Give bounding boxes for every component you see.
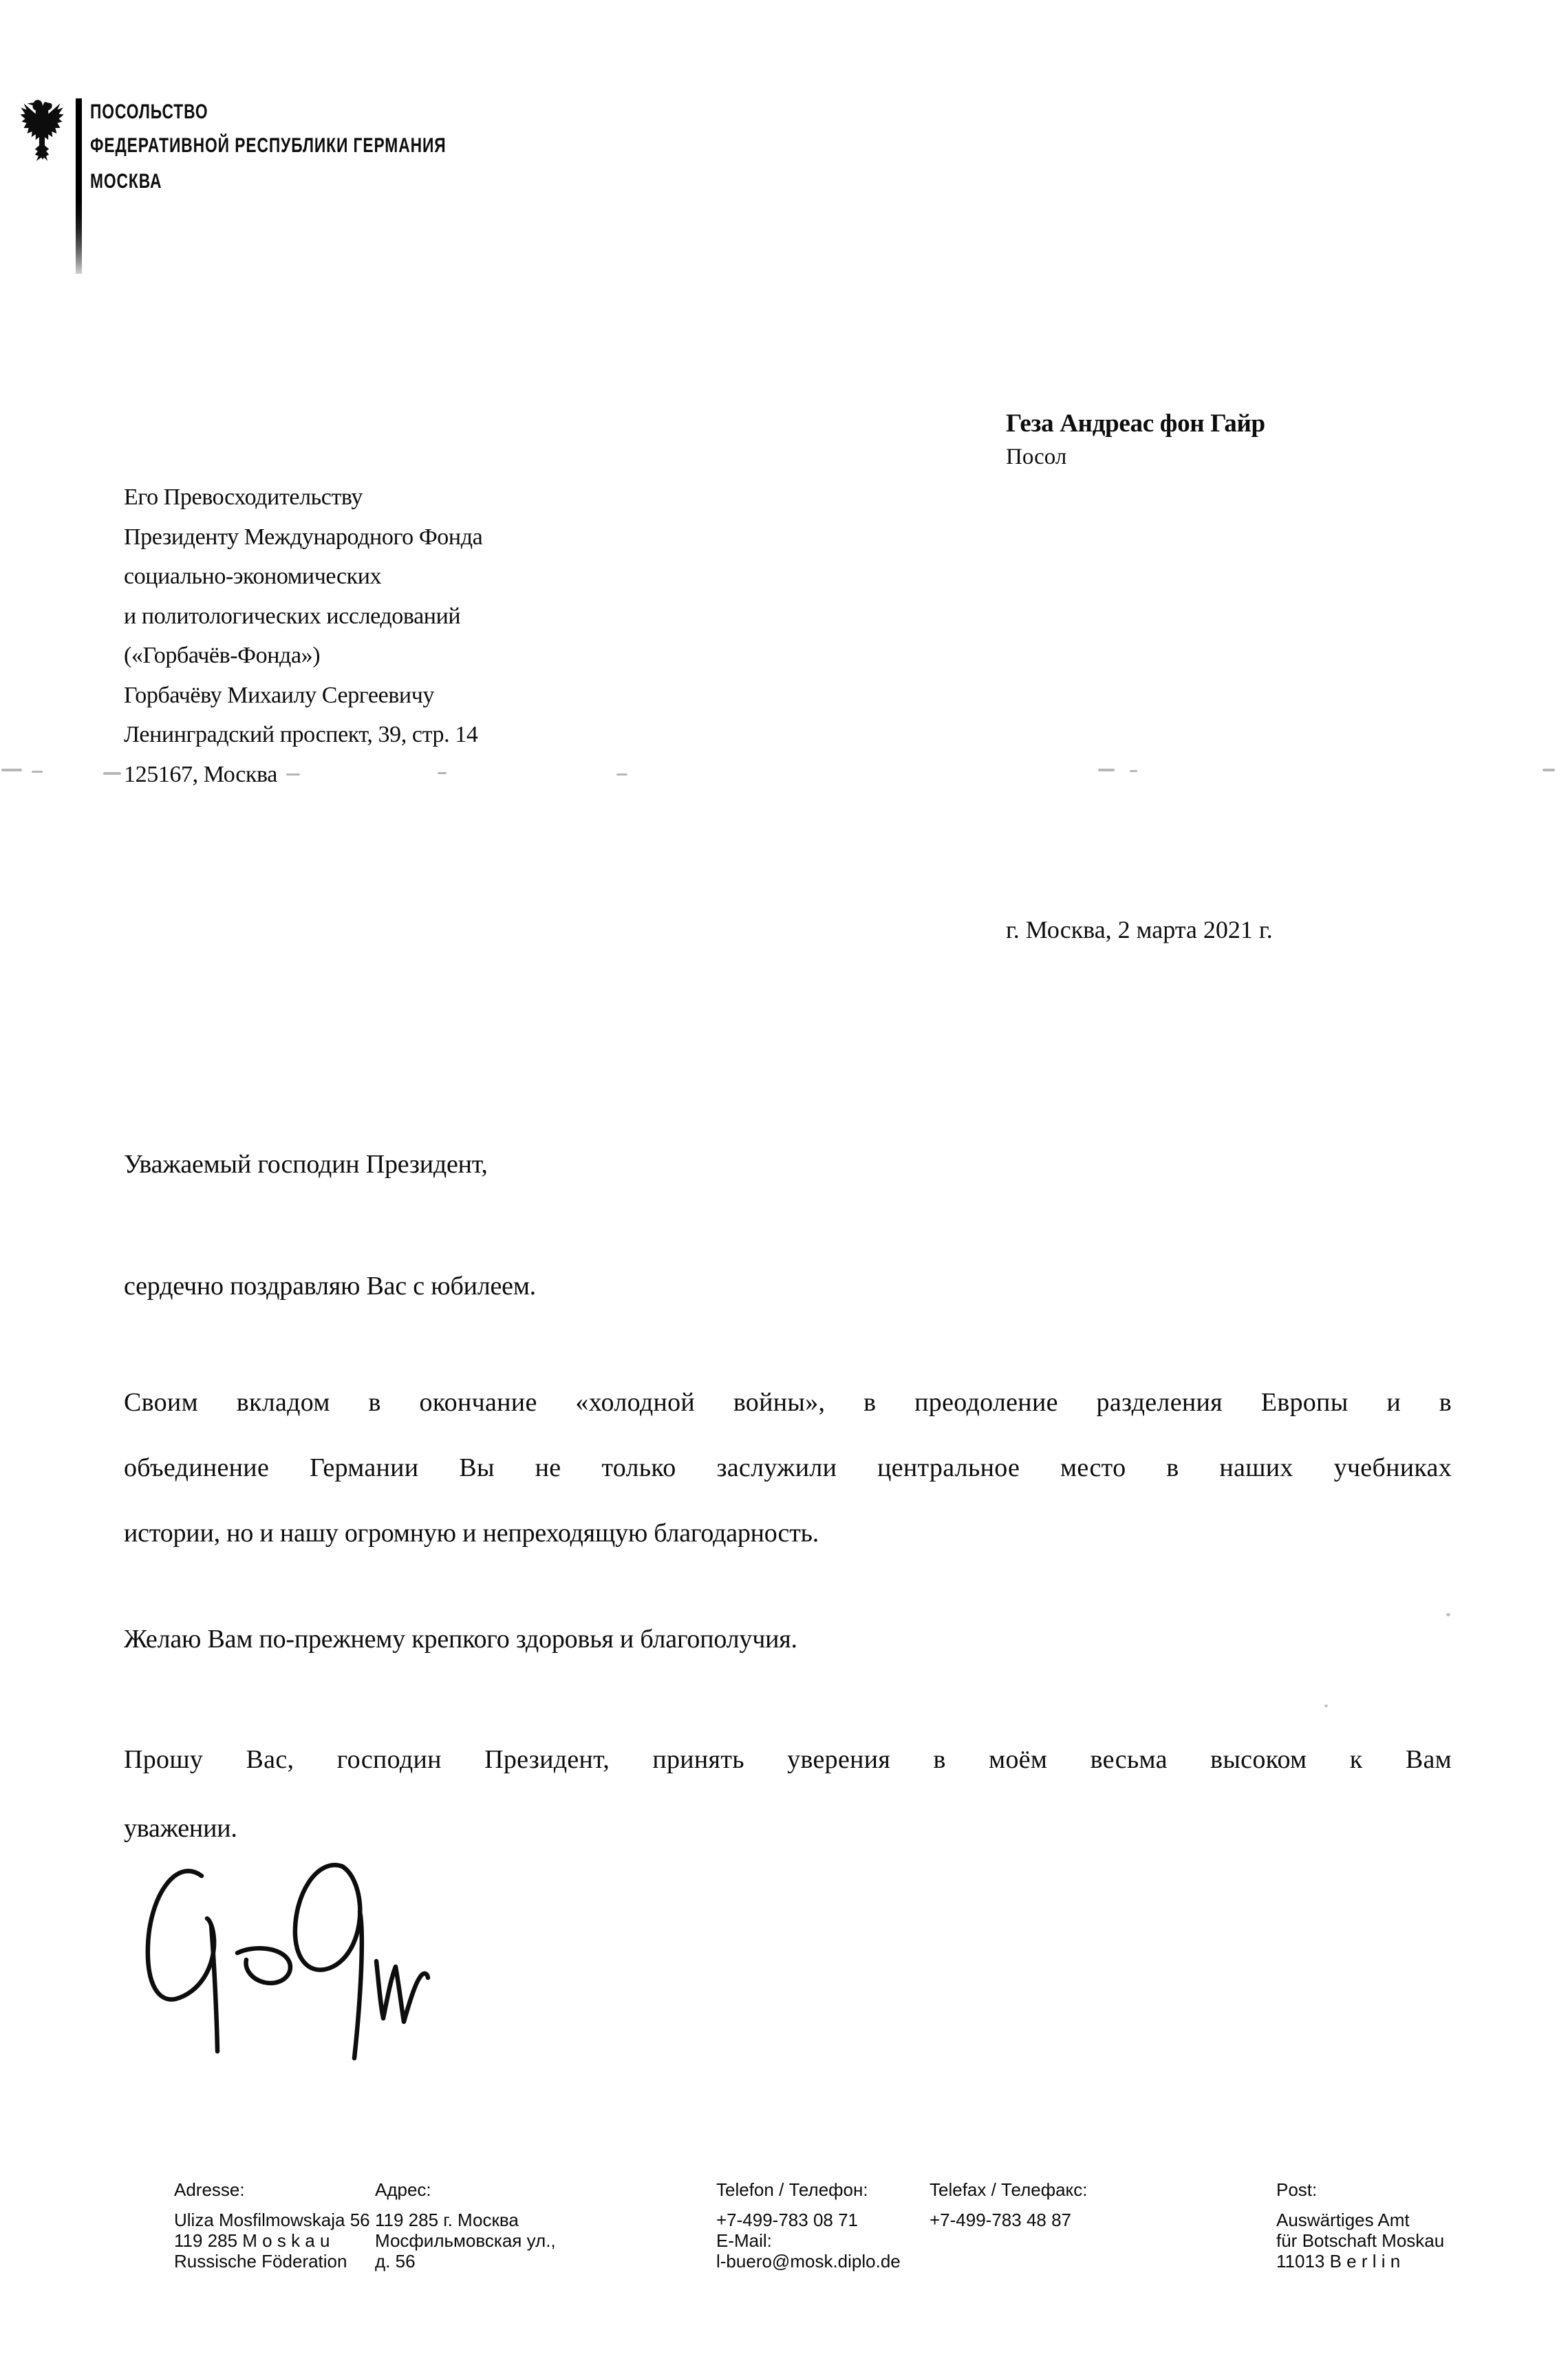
body-line: уважении. [124,1814,237,1843]
footer-label: Telefax / Телефакс: [930,2179,1088,2200]
scan-artifact-speck [1446,1613,1450,1616]
letterhead-divider-bar [76,98,82,274]
footer-line: 119 285 г. Москва [375,2210,519,2230]
recipient-line: («Горбачёв-Фонда») [124,643,321,668]
sender-title: Посол [1006,445,1067,469]
body-line: Своим вкладом в окончание «холодной войны», в преодоление разделения Европы и в [124,1388,1452,1417]
recipient-line: социально-экономических [124,564,382,589]
body-line: Желаю Вам по-прежнему крепкого здоровья и благополучия. [124,1625,797,1654]
scan-artifact-dash [286,773,300,776]
recipient-line: Его Превосходительству [124,484,363,510]
footer-email: l-buero@mosk.diplo.de [716,2251,901,2272]
german-federal-eagle-icon [19,96,65,164]
letterhead-line-3: МОСКВА [90,170,162,193]
scan-artifact-dash [616,773,627,776]
handwritten-signature [134,1857,440,2070]
footer-line: für Botschaft Moskau [1276,2230,1445,2251]
footer-line: д. 56 [375,2251,416,2272]
scan-artifact-dash [1130,770,1137,772]
scan-artifact-dash [1098,769,1115,771]
footer-label: Post: [1276,2179,1318,2200]
footer-line: E-Mail: [716,2230,772,2251]
recipient-address-block [124,478,482,794]
footer-line: +7-499-783 48 87 [930,2210,1072,2230]
dateline: г. Москва, 2 марта 2021 г. [1006,916,1273,943]
scan-artifact-dash [1,769,22,771]
scan-artifact-dash [438,772,447,774]
recipient-line: 125167, Москва [124,761,277,787]
footer-line: Uliza Mosfilmowskaja 56 [174,2210,370,2230]
scan-artifact-dash [32,771,43,773]
footer-line: Russische Föderation [174,2251,347,2272]
recipient-line: Горбачёву Михаилу Сергеевичу [124,682,435,708]
footer-line: 11013 B e r l i n [1276,2251,1401,2272]
recipient-line: Ленинградский проспект, 39, стр. 14 [124,722,478,747]
scan-artifact-speck [1324,1705,1328,1707]
scan-artifact-dash [103,772,121,775]
footer-line: Auswärtiges Amt [1276,2210,1410,2230]
body-line: сердечно поздравляю Вас с юбилеем. [124,1272,536,1301]
body-line: истории, но и нашу огромную и непреходящую благодарность. [124,1519,819,1548]
footer-label: Адрес: [375,2179,431,2200]
footer-label: Telefon / Телефон: [716,2179,868,2200]
footer-label: Adresse: [174,2179,245,2200]
footer-line: 119 285 M o s k a u [174,2230,330,2251]
scan-artifact-dash [1543,769,1555,771]
footer-line: +7-499-783 08 71 [716,2210,859,2230]
recipient-line: и политологических исследований [124,603,461,629]
salutation: Уважаемый господин Президент, [124,1150,488,1179]
body-line: объединение Германии Вы не только заслужили центральное место в наших учебниках [124,1453,1452,1482]
sender-name: Геза Андреас фон Гайр [1006,409,1265,438]
footer-line: Мосфильмовская ул., [375,2230,556,2251]
letterhead-line-1: ПОСОЛЬСТВО [90,100,208,123]
recipient-line: Президенту Международного Фонда [124,524,483,550]
letterhead-line-2: ФЕДЕРАТИВНОЙ РЕСПУБЛИКИ ГЕРМАНИЯ [90,134,447,157]
body-line: Прошу Вас, господин Президент, принять уверения в моём весьма высоком к Вам [124,1745,1452,1774]
